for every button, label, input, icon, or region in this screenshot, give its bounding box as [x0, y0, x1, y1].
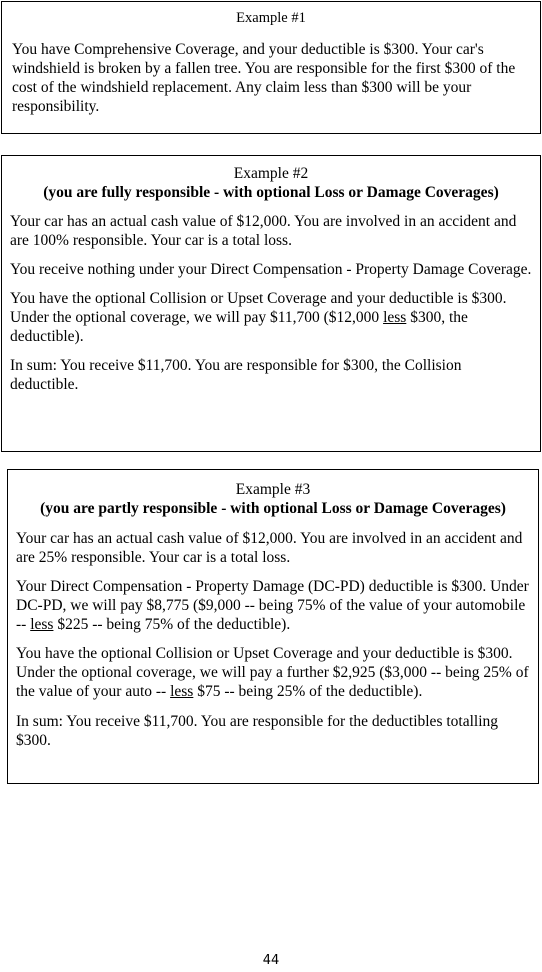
- example-3-paragraph-1: Your car has an actual cash value of $12,000. You are involved in an accident and are 25% responsible. Your car is a total loss.: [16, 530, 523, 566]
- example-3-subtitle: (you are partly responsible - with optional Loss or Damage Coverages): [40, 500, 506, 517]
- example-3-p2-less: less: [30, 616, 54, 633]
- example-2-box: [1, 155, 541, 452]
- example-3-p3-end: $75 -- being 25% of the deductible).: [193, 683, 423, 700]
- example-2-p3-start: You have the optional Collision or Upset Coverage and your deductible is $300. Under the optional coverage, we will pay $11,700 ($12,000: [10, 290, 507, 326]
- example-2-paragraph-1: Your car has an actual cash value of $12,000. You are involved in an accident and are 100% responsible. Your car is a total loss.: [10, 213, 517, 249]
- example-3-p2-start: Your Direct Compensation - Property Damage (DC-PD) deductible is $300. Under DC-PD, we will pay $8,775 ($9,000 -- being 75% of the value of your automobile --: [16, 578, 529, 633]
- example-3-p3-start: You have the optional Collision or Upset Coverage and your deductible is $300. Under the optional coverage, we will pay a further $2,925 ($3,000 -- being 25% of the value of your auto --: [16, 645, 529, 700]
- example-2-paragraph-2: You receive nothing under your Direct Compensation - Property Damage Coverage.: [10, 261, 532, 278]
- example-2-p3-end: $300, the deductible).: [10, 309, 468, 345]
- example-1-box: [1, 1, 541, 134]
- example-2-title: Example #2: [233, 165, 309, 182]
- example-2-paragraph-3: [10, 289, 532, 346]
- example-3-paragraph-4: In sum: You receive $11,700. You are responsible for the deductibles totalling $300.: [16, 713, 499, 749]
- example-1-paragraph: You have Comprehensive Coverage, and your deductible is $300. Your car's windshield is broken by a fallen tree. You are responsible for the first $300 of the cost of the windshield replacement. Any claim less than $300 will be your responsibility.: [12, 41, 516, 115]
- example-2-subtitle: (you are fully responsible - with optional Loss or Damage Coverages): [43, 184, 499, 201]
- example-1-title: Example #1: [236, 10, 306, 26]
- page-number: 44: [262, 953, 280, 968]
- example-3-box: [7, 469, 539, 784]
- example-3-p2-end: $225 -- being 75% of the deductible).: [53, 616, 291, 633]
- example-2-p3-less: less: [383, 309, 407, 326]
- example-2-paragraph-4: In sum: You receive $11,700. You are responsible for $300, the Collision deductible.: [10, 357, 462, 393]
- example-3-p3-less: less: [170, 683, 194, 700]
- example-3-paragraph-3: [16, 644, 530, 701]
- example-3-title: Example #3: [235, 481, 311, 498]
- example-3-paragraph-2: [16, 577, 530, 634]
